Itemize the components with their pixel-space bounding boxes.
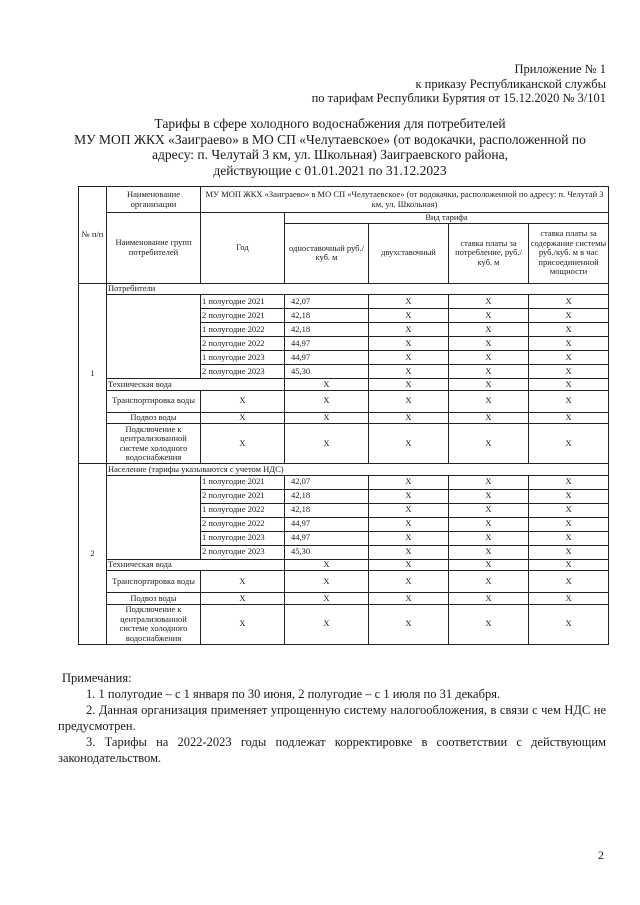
x-mark: X: [369, 337, 449, 351]
table-row: [79, 559, 609, 571]
connection-label: Подключение к централизованной системе холодного водоснабжения: [107, 604, 201, 644]
header-consumption-rate: ставка платы за потребление, руб./ куб. м: [449, 223, 529, 283]
x-mark: X: [285, 571, 369, 593]
period-cell: 1 полугодие 2021: [201, 295, 285, 309]
period-cell: 1 полугодие 2022: [201, 323, 285, 337]
period-cell: 1 полугодие 2022: [201, 503, 285, 517]
x-mark: X: [369, 604, 449, 644]
one-rate-value: 45,30: [285, 545, 369, 559]
x-mark: X: [529, 379, 609, 391]
period-cell: 2 полугодие 2023: [201, 545, 285, 559]
one-rate-value: 42,18: [285, 323, 369, 337]
period-cell: 2 полугодие 2022: [201, 517, 285, 531]
x-mark: X: [529, 489, 609, 503]
note-1: 1. 1 полугодие – с 1 января по 30 июня, 2 полугодие – с 1 июля по 31 декабря.: [86, 687, 501, 701]
x-mark: X: [369, 489, 449, 503]
x-mark: X: [449, 517, 529, 531]
x-mark: X: [369, 309, 449, 323]
x-mark: X: [201, 604, 285, 644]
x-mark: X: [449, 309, 529, 323]
x-mark: X: [285, 379, 369, 391]
title-line-3: адресу: п. Челутай 3 км, ул. Школьная) Заиграевского района,: [151, 147, 508, 162]
x-mark: X: [529, 559, 609, 571]
x-mark: X: [529, 517, 609, 531]
x-mark: X: [449, 351, 529, 365]
x-mark: X: [369, 351, 449, 365]
table-row: [79, 295, 609, 309]
x-mark: X: [369, 559, 449, 571]
x-mark: X: [285, 593, 369, 605]
x-mark: X: [285, 390, 369, 412]
title-line-2: МУ МОП ЖКХ «Заиграево» в МО СП «Челутаевское» (от водокачки, расположенной по: [74, 131, 586, 147]
header-year: Год: [201, 213, 285, 284]
x-mark: X: [529, 545, 609, 559]
header-tariff-kind: Вид тарифа: [285, 213, 609, 224]
x-mark: X: [529, 323, 609, 337]
x-mark: X: [201, 390, 285, 412]
x-mark: X: [369, 323, 449, 337]
x-mark: X: [369, 424, 449, 464]
x-mark: X: [449, 390, 529, 412]
technical-water-label: Техническая вода: [107, 559, 285, 571]
x-mark: X: [449, 489, 529, 503]
period-cell: 1 полугодие 2021: [201, 475, 285, 489]
appendix-line-3: по тарифам Республики Бурятия от 15.12.2020 № 3/101: [311, 91, 606, 105]
section-number: 2: [79, 464, 107, 645]
x-mark: X: [449, 559, 529, 571]
section-title: Потребители: [107, 283, 609, 295]
x-mark: X: [369, 365, 449, 379]
appendix-header: [312, 62, 606, 106]
x-mark: X: [369, 412, 449, 424]
table-row: [79, 604, 609, 644]
title-line-4: действующие с 01.01.2021 по 31.12.2023: [213, 162, 447, 178]
header-groups: Наименование групп потребителей: [107, 213, 201, 284]
x-mark: X: [449, 475, 529, 489]
x-mark: X: [449, 365, 529, 379]
header-one-rate: одноставочный руб./ куб. м: [285, 223, 369, 283]
table-row: [79, 571, 609, 593]
table-row: [79, 390, 609, 412]
header-number: № п/п: [79, 187, 107, 284]
x-mark: X: [285, 424, 369, 464]
one-rate-value: 44,97: [285, 531, 369, 545]
x-mark: X: [369, 295, 449, 309]
x-mark: X: [449, 531, 529, 545]
x-mark: X: [529, 424, 609, 464]
x-mark: X: [529, 604, 609, 644]
x-mark: X: [285, 559, 369, 571]
period-cell: 2 полугодие 2021: [201, 489, 285, 503]
x-mark: X: [529, 337, 609, 351]
notes: [58, 670, 606, 766]
x-mark: X: [529, 503, 609, 517]
x-mark: X: [449, 604, 529, 644]
blank-cell: [107, 295, 201, 379]
tariff-table: [78, 186, 609, 645]
x-mark: X: [529, 571, 609, 593]
one-rate-value: 42,18: [285, 489, 369, 503]
period-cell: 2 полугодие 2023: [201, 365, 285, 379]
x-mark: X: [449, 295, 529, 309]
table-row: [79, 412, 609, 424]
x-mark: X: [285, 412, 369, 424]
x-mark: X: [201, 571, 285, 593]
page-number: 2: [598, 848, 604, 862]
x-mark: X: [449, 379, 529, 391]
x-mark: X: [369, 593, 449, 605]
header-two-rate: двухставочный: [369, 223, 449, 283]
section-title: Население (тарифы указываются с учетом НДС): [107, 464, 609, 476]
period-cell: 2 полугодие 2022: [201, 337, 285, 351]
one-rate-value: 42,18: [285, 503, 369, 517]
x-mark: X: [201, 424, 285, 464]
technical-water-label: Техническая вода: [107, 379, 285, 391]
x-mark: X: [369, 503, 449, 517]
x-mark: X: [529, 351, 609, 365]
x-mark: X: [529, 412, 609, 424]
x-mark: X: [201, 412, 285, 424]
blank-cell: [107, 475, 201, 559]
x-mark: X: [369, 475, 449, 489]
x-mark: X: [449, 412, 529, 424]
x-mark: X: [369, 517, 449, 531]
x-mark: X: [529, 390, 609, 412]
one-rate-value: 45,30: [285, 365, 369, 379]
x-mark: X: [369, 545, 449, 559]
title-line-1: Тарифы в сфере холодного водоснабжения для потребителей: [154, 116, 506, 131]
x-mark: X: [529, 531, 609, 545]
one-rate-value: 42,18: [285, 309, 369, 323]
table-row: [79, 424, 609, 464]
x-mark: X: [369, 390, 449, 412]
note-2: 2. Данная организация применяет упрощенную систему налогообложения, в связи с чем НДС не предусмотрен.: [58, 703, 606, 733]
x-mark: X: [529, 295, 609, 309]
appendix-line-1: Приложение № 1: [514, 62, 606, 76]
transport-label: Транспортировка воды: [107, 571, 201, 593]
x-mark: X: [449, 323, 529, 337]
period-cell: 2 полугодие 2021: [201, 309, 285, 323]
connection-label: Подключение к централизованной системе холодного водоснабжения: [107, 424, 201, 464]
one-rate-value: 44,97: [285, 337, 369, 351]
x-mark: X: [449, 503, 529, 517]
x-mark: X: [449, 593, 529, 605]
x-mark: X: [449, 337, 529, 351]
x-mark: X: [285, 604, 369, 644]
one-rate-value: 42,07: [285, 475, 369, 489]
period-cell: 1 полугодие 2023: [201, 531, 285, 545]
table-row: [79, 593, 609, 605]
header-org-value: МУ МОП ЖКХ «Заиграево» в МО СП «Челутаевское» (от водокачки, расположенной по адресу: п. Челутай 3 км, ул. Школьная): [201, 187, 609, 213]
x-mark: X: [449, 424, 529, 464]
appendix-line-2: к приказу Республиканской службы: [415, 76, 606, 91]
table-row: [79, 475, 609, 489]
one-rate-value: 44,97: [285, 351, 369, 365]
notes-title: Примечания:: [62, 671, 132, 685]
x-mark: X: [529, 309, 609, 323]
x-mark: X: [369, 531, 449, 545]
header-org-label: Наименование организации: [107, 187, 201, 213]
section-number: 1: [79, 283, 107, 464]
period-cell: 1 полугодие 2023: [201, 351, 285, 365]
document-title: [60, 116, 600, 178]
x-mark: X: [529, 365, 609, 379]
note-3: 3. Тарифы на 2022-2023 годы подлежат корректировке в соответствии с действующим законодательством.: [58, 735, 606, 765]
x-mark: X: [529, 475, 609, 489]
x-mark: X: [449, 545, 529, 559]
delivery-label: Подвоз воды: [107, 412, 201, 424]
x-mark: X: [201, 593, 285, 605]
header-capacity-rate: ставка платы за содержание системы руб./куб. м в час присоединенной мощности: [529, 223, 609, 283]
one-rate-value: 44,97: [285, 517, 369, 531]
x-mark: X: [369, 379, 449, 391]
x-mark: X: [449, 571, 529, 593]
table-row: [79, 379, 609, 391]
one-rate-value: 42,07: [285, 295, 369, 309]
transport-label: Транспортировка воды: [107, 390, 201, 412]
x-mark: X: [529, 593, 609, 605]
delivery-label: Подвоз воды: [107, 593, 201, 605]
x-mark: X: [369, 571, 449, 593]
